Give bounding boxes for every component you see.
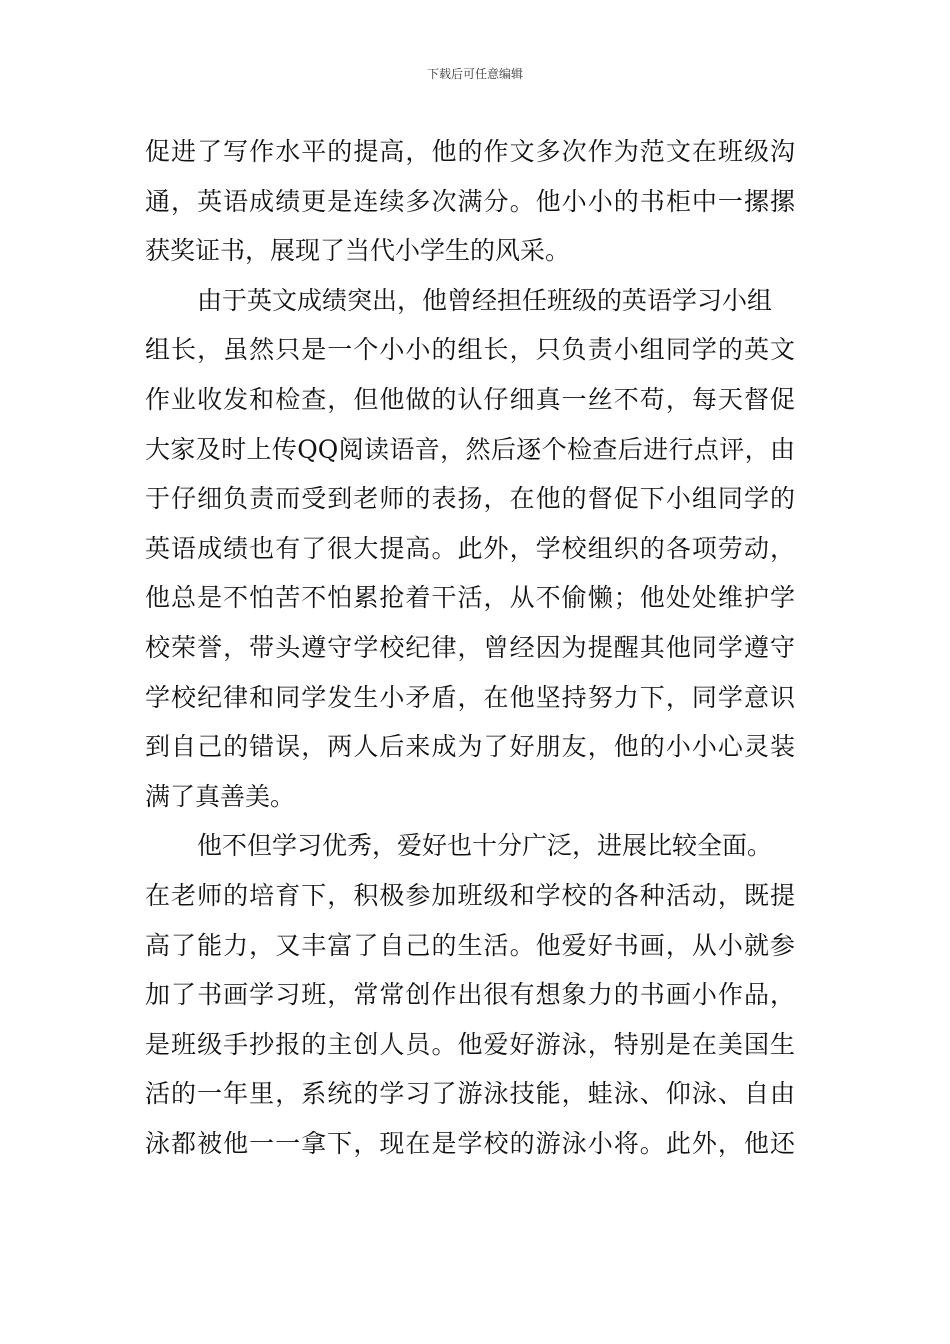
text-line: 由于英文成绩突出，他曾经担任班级的英语学习小组 bbox=[197, 285, 773, 315]
body-text bbox=[145, 127, 795, 1168]
text-line: 满了真善美。 bbox=[145, 781, 296, 811]
text-line: 促进了写作水平的提高，他的作文多次作为范文在班级沟 bbox=[145, 137, 795, 166]
page-header: 下载后可任意编辑 bbox=[426, 67, 523, 81]
text-line: 加了书画学习班，常常创作出很有想象力的书画小作品， bbox=[145, 980, 795, 1010]
text-line: 作业收发和检查，但他做的认仔细真一丝不苟，每天督促 bbox=[145, 384, 795, 414]
paragraph-2 bbox=[145, 276, 795, 822]
text-line: 学校纪律和同学发生小矛盾，在他坚持努力下，同学意识 bbox=[145, 682, 795, 712]
text-line: 活的一年里，系统的学习了游泳技能，蛙泳、仰泳、自由 bbox=[145, 1079, 795, 1109]
text-line: 英语成绩也有了很大提高。此外，学校组织的各项劳动， bbox=[145, 533, 795, 563]
text-line: 通，英语成绩更是连续多次满分。他小小的书柜中一摞摞 bbox=[145, 186, 795, 216]
text-line: 泳都被他一一拿下，现在是学校的游泳小将。此外，他还 bbox=[145, 1128, 795, 1158]
text-line: 高了能力，又丰富了自己的生活。他爱好书画，从小就参 bbox=[145, 930, 795, 960]
text-line: 在老师的培育下，积极参加班级和学校的各种活动，既提 bbox=[145, 880, 795, 910]
text-line: 组长，虽然只是一个小小的组长，只负责小组同学的英文 bbox=[145, 335, 795, 365]
text-line: 于仔细负责而受到老师的表扬，在他的督促下小组同学的 bbox=[145, 484, 795, 514]
text-line: 校荣誉，带头遵守学校纪律，曾经因为提醒其他同学遵守 bbox=[145, 632, 795, 662]
text-line: 他总是不怕苦不怕累抢着干活，从不偷懒；他处处维护学 bbox=[145, 583, 795, 613]
text-line: 获奖证书，展现了当代小学生的风采。 bbox=[145, 236, 571, 266]
paragraph-1 bbox=[145, 127, 795, 276]
text-line: 大家及时上传QQ阅读语音，然后逐个检查后进行点评，由 bbox=[145, 434, 795, 464]
text-line: 到自己的错误，两人后来成为了好朋友，他的小小心灵装 bbox=[145, 732, 795, 762]
text-line: 是班级手抄报的主创人员。他爱好游泳，特别是在美国生 bbox=[145, 1029, 795, 1059]
paragraph-3 bbox=[145, 821, 795, 1168]
text-line: 他不但学习优秀，爱好也十分广泛，进展比较全面。 bbox=[197, 831, 773, 861]
